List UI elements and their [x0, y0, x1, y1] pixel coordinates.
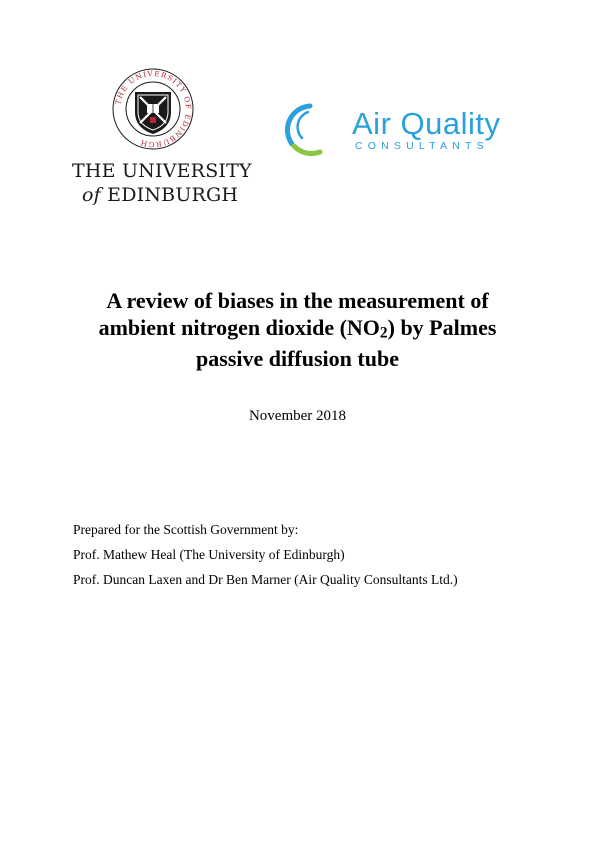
title-line-2 — [40, 315, 555, 347]
author-line-2: Prof. Duncan Laxen and Dr Ben Marner (Air Quality Consultants Ltd.) — [73, 572, 458, 587]
university-name-of: of — [82, 184, 101, 206]
aqc-company-tagline: CONSULTANTS — [355, 140, 489, 152]
title-line-1: A review of biases in the measurement of — [106, 288, 489, 313]
report-title — [40, 288, 555, 373]
title-line-2-pre: ambient nitrogen dioxide (NO — [98, 314, 380, 340]
aqc-company-name: Air Quality — [352, 106, 501, 141]
prepared-for-line: Prepared for the Scottish Government by: — [73, 522, 299, 537]
university-name-line1: THE UNIVERSITY — [72, 160, 252, 182]
title-subscript: 2 — [379, 323, 388, 341]
svg-text:THE UNIVERSITY OF EDINBURGH: THE UNIVERSITY OF EDINBURGH — [113, 68, 194, 150]
university-seal-logo — [112, 68, 194, 150]
university-name-edinburgh: EDINBURGH — [107, 184, 239, 206]
author-line-1: Prof. Mathew Heal (The University of Edinburgh) — [73, 547, 345, 562]
title-line-3: passive diffusion tube — [196, 346, 399, 372]
university-name-line2 — [82, 184, 262, 206]
air-quality-consultants-logo-icon — [278, 98, 350, 158]
title-line-2-post: ) by Palmes — [387, 314, 497, 340]
report-date: November 2018 — [248, 408, 347, 424]
